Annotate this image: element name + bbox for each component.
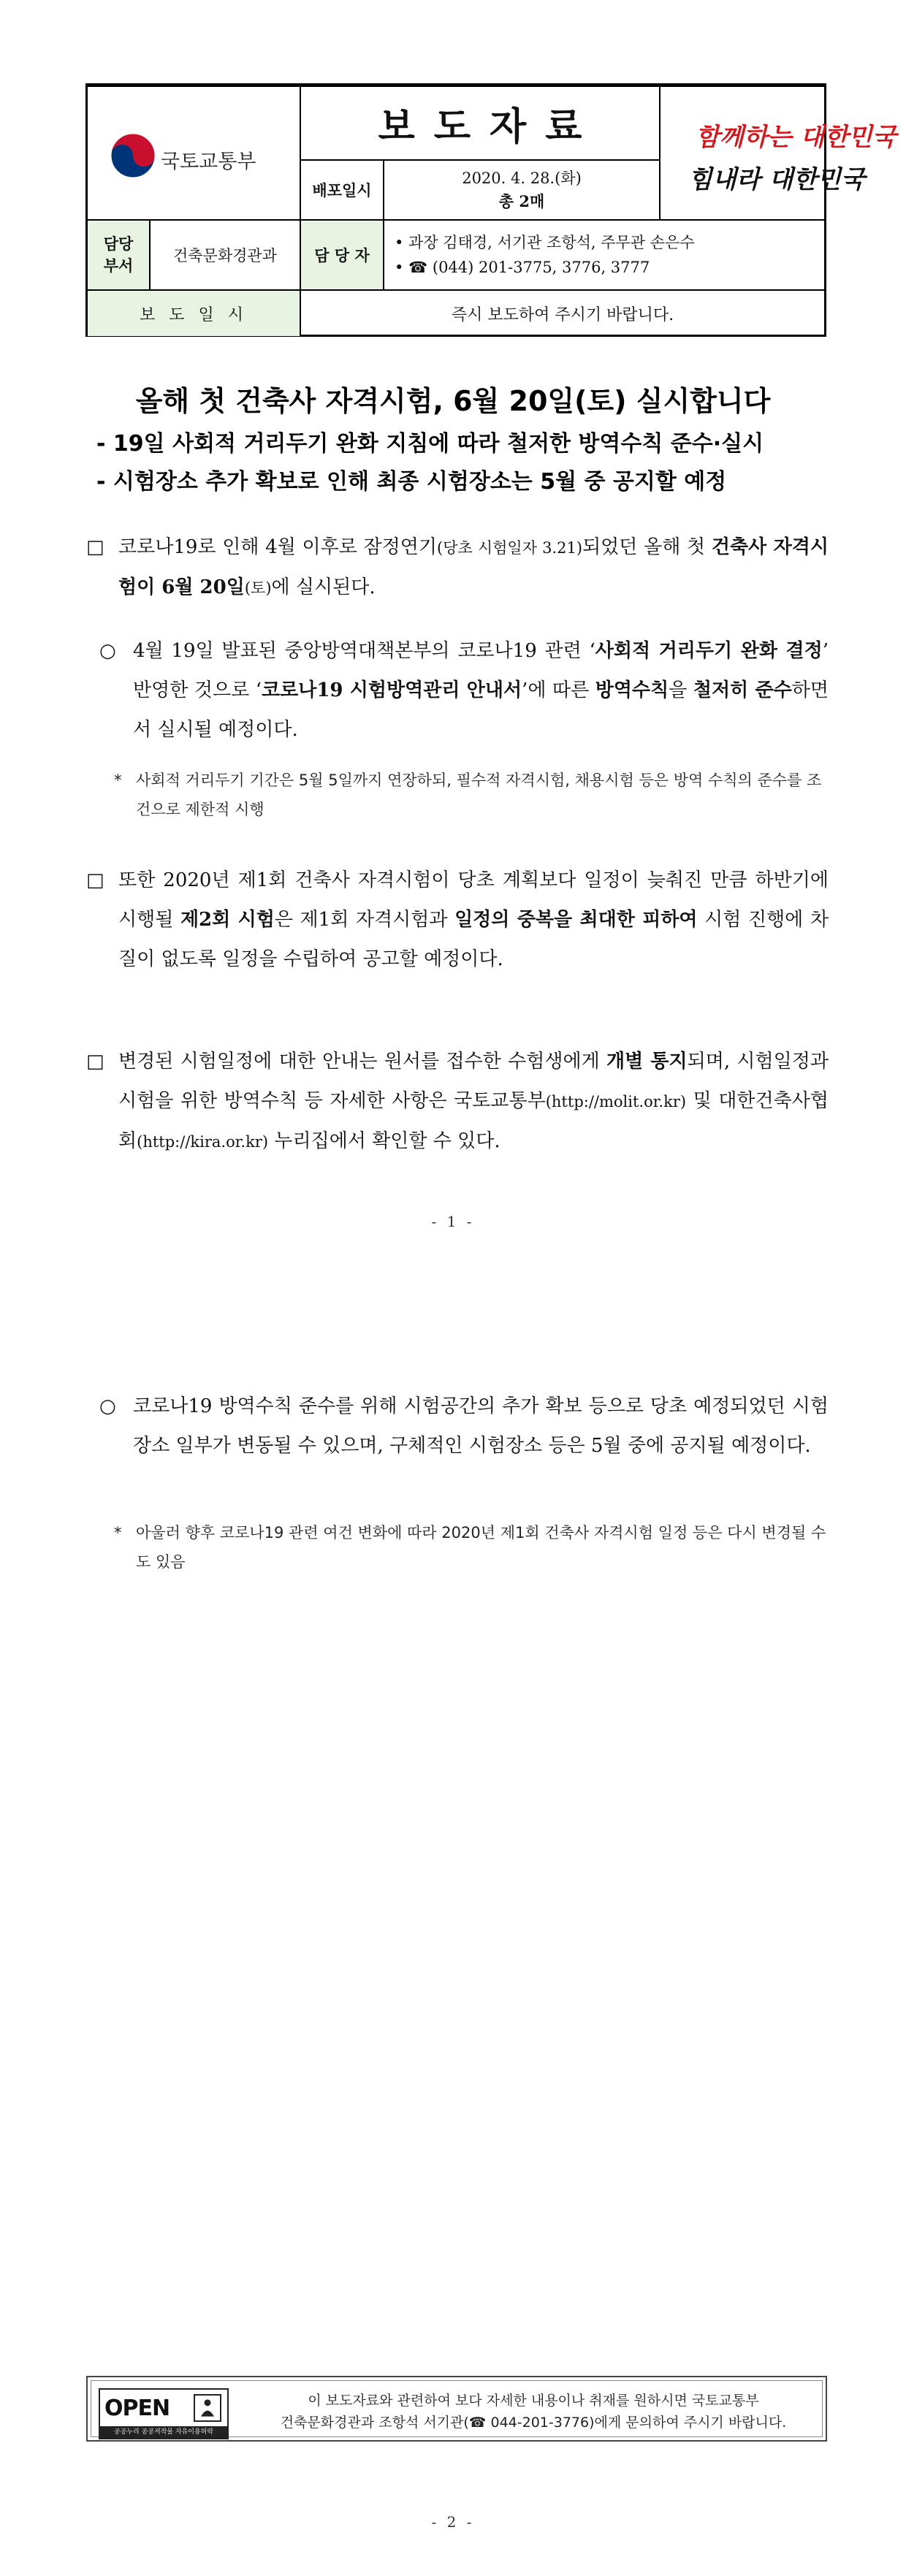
footer-line-1: 이 보도자료와 관련하여 보다 자세한 내용이나 취재를 원하시면 국토교통부	[308, 2393, 759, 2409]
p1-text-c: 에 실시된다.	[271, 576, 376, 598]
paragraph-2	[86, 861, 829, 979]
footnote-2-text: 아울러 향후 코로나19 관련 여건 변화에 따라 2020년 제1회 건축사 자격시험 일정 등은 다시 변경될 수도 있음	[136, 1524, 826, 1571]
sub-paragraph-2	[99, 1387, 829, 1466]
footer-contact-text	[252, 2390, 815, 2434]
s1-text-b: ’ 반영한 것으로 ‘	[133, 640, 829, 701]
square-bullet-icon: □	[86, 1051, 104, 1072]
p2-bold-1: 제2회 시험	[180, 909, 275, 931]
footnote-2	[114, 1518, 829, 1577]
sub-paragraph-2-text: 코로나19 방역수칙 준수를 위해 시험공간의 추가 확보 등으로 당초 예정되었던 시험장소 일부가 변동될 수 있으며, 구체적인 시험장소 등은 5월 중에 공지될 예정이다.	[133, 1395, 829, 1457]
page-number-1: - 1 -	[431, 1213, 475, 1230]
ministry-logo-cell	[88, 87, 301, 221]
footnote-1-text: 사회적 거리두기 기간은 5월 5일까지 연장하되, 필수적 자격시험, 채용시험 등은 방역 수칙의 준수를 조건으로 제한적 시행	[136, 771, 822, 818]
department-label-line2: 부서	[103, 256, 134, 275]
contact-person-label: 담 당 자	[301, 221, 384, 291]
p2-bold-2: 일정의 중복을 최대한 피하여	[454, 909, 698, 931]
distribution-label: 배포일시	[301, 161, 384, 221]
s1-bold-1: 사회적 거리두기 완화 결정	[595, 640, 823, 662]
open-sub-label: 공공누리 공공저작물 자유이용허락	[100, 2426, 227, 2438]
slogan-cell	[661, 87, 897, 221]
p1-text-b: 되었던 올해 첫	[582, 536, 712, 558]
contact-names: • 과장 김태경, 서기관 조항석, 주무관 손은수	[395, 234, 695, 251]
s1-bold-2: 코로나19 시험방역관리 안내서	[261, 679, 522, 701]
slogan-line2: 힘내라 대한민국	[688, 165, 865, 194]
footer-line-2: 건축문화경관과 조항석 서기관(☎ 044-201-3776)에게 문의하여 주시기 바랍니다.	[280, 2415, 787, 2431]
page-number-2: - 2 -	[431, 2513, 475, 2531]
contact-footer-box	[86, 2376, 827, 2442]
contact-person-info	[384, 221, 824, 291]
sub-paragraph-1-body	[99, 631, 829, 750]
open-label: OPEN	[104, 2396, 170, 2421]
s1-text-e: 하면서 실시될 예정이다.	[133, 679, 829, 741]
circle-bullet-icon: ○	[99, 640, 116, 662]
slogan-calligraphy-icon	[682, 102, 897, 211]
s1-text-d: 을	[669, 679, 693, 701]
headline: 올해 첫 건축사 자격시험, 6월 20일(토) 실시합니다	[135, 385, 771, 417]
paragraph-3	[86, 1042, 829, 1162]
distribution-date-cell	[384, 161, 661, 221]
p2-text-b: 은 제1회 자격시험과	[274, 909, 455, 931]
footnote-1	[114, 766, 829, 824]
release-time-label: 보 도 일 시	[88, 291, 301, 336]
p1-text-a: 코로나19로 인해 4월 이후로 잠정연기	[118, 536, 437, 558]
distribution-date: 2020. 4. 28.(화)	[462, 169, 582, 187]
p3-text-c: 및 대한건축사협회	[118, 1090, 829, 1152]
square-bullet-icon: □	[86, 869, 104, 891]
p1-bold-exam-date: 건축사 자격시험이 6월 20일	[118, 536, 829, 598]
contact-phone: • ☎ (044) 201-3775, 3776, 3777	[395, 259, 650, 276]
p3-bold: 개별 통지	[606, 1051, 688, 1072]
p2-text-a: 또한 2020년 제1회 건축사 자격시험이 당초 계획보다 일정이 늦춰진 만큼 하반기에 시행될	[118, 869, 829, 931]
kogl-open-badge	[99, 2388, 229, 2439]
kira-url-link[interactable]: (http://kira.or.kr)	[137, 1133, 269, 1151]
subheadline-2: - 시험장소 추가 확보로 인해 최종 시험장소는 5월 중 공지할 예정	[96, 469, 727, 495]
sub-paragraph-1	[99, 631, 829, 750]
ministry-name: 국토교통부	[161, 150, 256, 173]
p3-text-a: 변경된 시험일정에 대한 안내는 원서를 접수한 수험생에게	[118, 1051, 607, 1072]
p1-weekday: (토)	[244, 579, 272, 597]
s1-text-c: ’에 따른	[522, 679, 595, 701]
p3-text-d: 누리집에서 확인할 수 있다.	[268, 1130, 500, 1152]
slogan-line1: 함께하는 대한민국	[696, 123, 897, 152]
circle-bullet-icon: ○	[99, 1395, 116, 1417]
paragraph-3-body	[86, 1042, 829, 1162]
government-emblem-icon	[110, 132, 156, 179]
department-name: 건축문화경관과	[151, 221, 301, 291]
molit-url-link[interactable]: (http://molit.or.kr)	[545, 1093, 687, 1110]
department-label	[88, 221, 151, 291]
paragraph-1-body	[86, 527, 829, 608]
p3-text-b: 되며, 시험일정과 시험을 위한 방역수칙 등 자세한 사항은 국토교통부	[118, 1051, 829, 1112]
paragraph-2-body	[86, 861, 829, 979]
s1-text-a: 4월 19일 발표된 중앙방역대책본부의 코로나19 관련 ‘	[133, 640, 595, 662]
s1-bold-3: 방역수칙	[595, 679, 669, 701]
paragraph-1	[86, 527, 829, 608]
department-label-line1: 담당	[103, 235, 134, 253]
footer-inner-border	[91, 2380, 823, 2437]
subheadline-1: - 19일 사회적 거리두기 완화 지침에 따라 철저한 방역수칙 준수·실시	[96, 431, 764, 457]
p1-note-original-date: (당초 시험일자 3.21)	[437, 539, 583, 557]
press-release-title: 보도자료	[378, 105, 601, 149]
asterisk-bullet-icon: *	[114, 1524, 122, 1542]
press-release-header-table	[85, 83, 897, 337]
p2-text-c: 시험 진행에 차질이 없도록 일정을 수립하여 공고할 예정이다.	[118, 909, 829, 970]
person-icon	[194, 2394, 221, 2422]
release-time-value: 즉시 보도하여 주시기 바랍니다.	[451, 305, 674, 324]
title-cell	[301, 87, 661, 161]
asterisk-bullet-icon: *	[114, 771, 122, 789]
page-count: 총 2매	[498, 192, 545, 210]
s1-bold-4: 철저히 준수	[693, 679, 792, 701]
square-bullet-icon: □	[86, 536, 104, 558]
